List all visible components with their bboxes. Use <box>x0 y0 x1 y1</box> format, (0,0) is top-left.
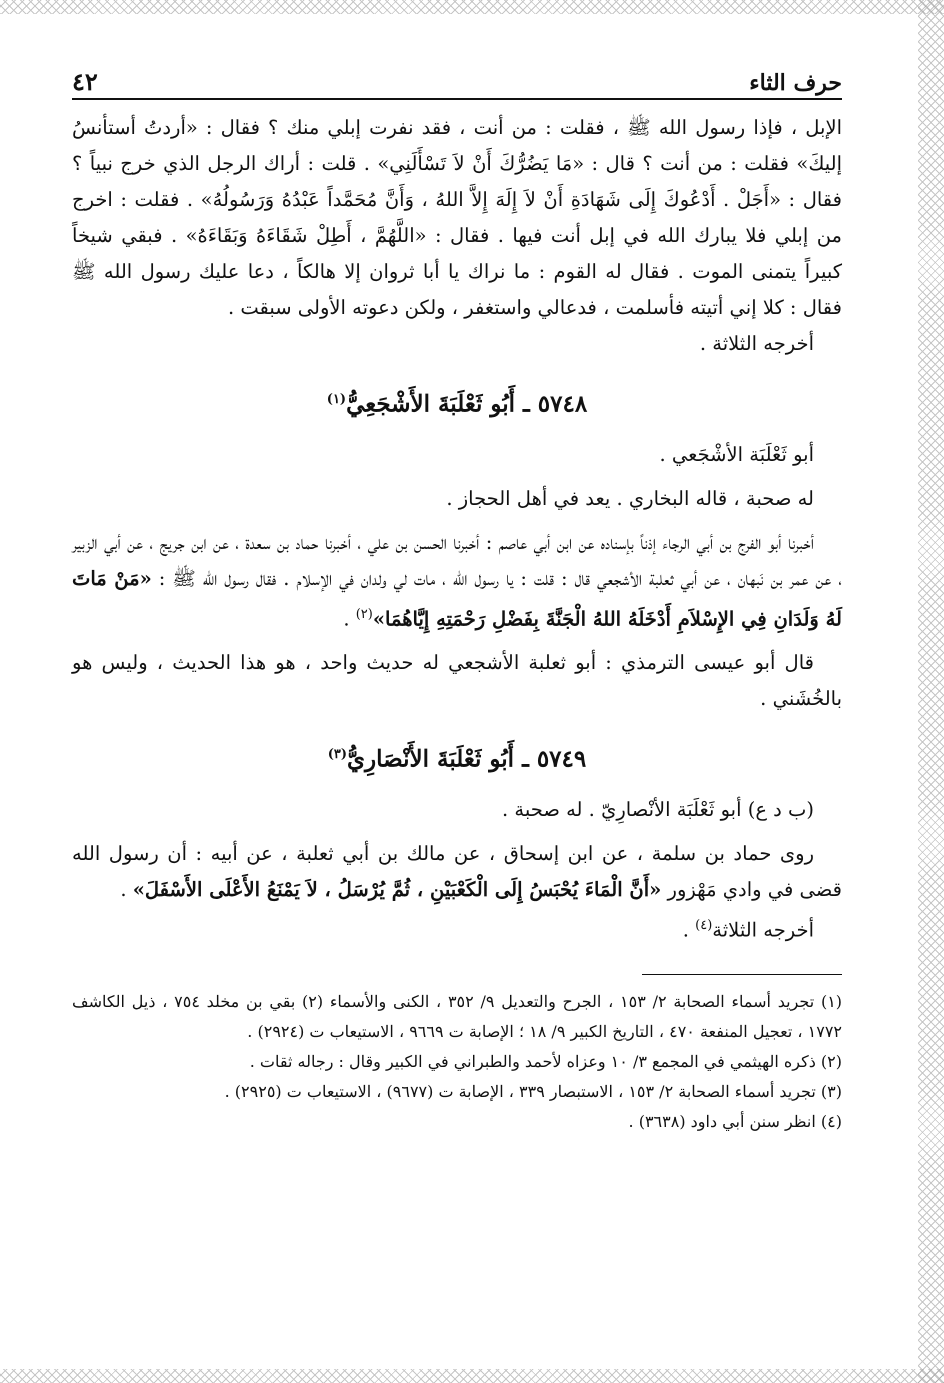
entry-heading-text: ٥٧٤٨ ـ أَبُو ثَعْلَبَةَ الأَشْجَعِيُّ <box>346 390 588 418</box>
attribution-line: أخرجه الثلاثة$^{(٤)}$ . <box>682 917 814 942</box>
continuation-paragraph: الإبل ، فإذا رسول الله ﷺ ، فقلت : من أنت ، فقد نفرت إبلي منك ؟ فقال : «أردتُ أستأنسُ إليكَ» فقلت : من أنت ؟ قال : «مَا يَضُرُّكَ أَنْ لاَ تَسْأَلَنِي» . قلت : أراك الرجل الذي خرج نبياً ؟ فقال : «أَجَلْ . أَدْعُوكَ إِلَى شَهَادَةِ أَنْ لاَ إِلَهَ إِلاَّ اللهُ ، وَأَنَّ مُحَمَّداً عَبْدُهُ وَرَسُولُهُ» . فقلت : اخرج من إبلي فلا يبارك الله في إبل أنت فيها . فقال : «اللَّهُمَّ ، أَطِلْ شَقَاءَهُ وَبَقَاءَهُ» . فبقي شيخاً كبيراً يتمنى الموت . فقال له القوم : ما نراك يا أبا ثروان إلا هالكاً ، دعا عليك رسول الله ﷺ فقال : كلا إني أتيته فأسلمت ، فدعالي واستغفر ، ولكن دعوته الأولى سبقت . <box>72 116 842 319</box>
decorative-border-right <box>918 0 944 1383</box>
running-title: حرف الثاء <box>749 70 842 96</box>
footnote-4: (٤) انظر سنن أبي داود (٣٦٣٨) . <box>628 1112 842 1132</box>
isnad-text: روى حماد بن سلمة ، عن ابن إسحاق ، عن مالك بن أبي ثعلبة ، عن أبيه : أن رسول الله قضى في وادي مَهْزور <box>72 841 842 901</box>
entry-heading-5749 <box>72 735 842 780</box>
footnote-2: (٢) ذكره الهيثمي في المجمع ٣/ ١٠ وعزاه لأحمد والطبراني في الكبير وقال : رجاله ثقات . <box>249 1052 842 1072</box>
footnote-ref: (٤) <box>695 917 713 933</box>
footnotes <box>72 987 842 1137</box>
entry-name-line: أبو ثَعْلَبَة الأشْجَعي . <box>659 442 814 466</box>
entry-heading-text: ٥٧٤٩ ـ أَبُو ثَعْلَبَةَ الأَنْصَارِيُّ <box>347 745 587 773</box>
isnad-paragraph: روى حماد بن سلمة ، عن ابن إسحاق ، عن مالك بن أبي ثعلبة ، عن أبيه : أن رسول الله قضى في وادي مَهْزور «أَنَّ الْمَاءَ يُحْبَسُ إِلَى الْكَعْبَيْنِ ، ثُمَّ يُرْسَلُ ، لاَ يَمْنَعُ الأَعْلَى الأَسْفَلَ» . <box>72 841 842 901</box>
entry-note-line: له صحبة ، قاله البخاري . يعد في أهل الحجاز . <box>446 486 814 510</box>
attribution-line: أخرجه الثلاثة . <box>699 332 814 355</box>
book-page <box>72 56 842 1356</box>
page-header <box>72 56 842 100</box>
decorative-border-bottom <box>0 1369 944 1383</box>
closing-text: أخرجه الثلاثة <box>712 918 814 942</box>
tirmidhi-paragraph: قال أبو عيسى الترمذي : أبو ثعلبة الأشجعي له حديث واحد ، هو هذا الحديث ، وليس هو بالخُشَني . <box>72 651 842 711</box>
decorative-border-top <box>0 0 944 14</box>
hadith-text: «مَنْ مَاتَ لَهُ وَلَدَانِ فِي الإِسْلاَمِ أَدْخَلَهُ اللهُ الْجَنَّةَ بِفَضْلِ رَحْمَتِهِ إِيَّاهُمَا» <box>72 566 842 631</box>
footnote-3: (٣) تجريد أسماء الصحابة ٢/ ١٥٣ ، الاستبصار ٣٣٩ ، الإصابة ت (٩٦٧٧) ، الاستيعاب ت (٢٩٢٥) . <box>224 1082 842 1102</box>
hadith-text: «أَنَّ الْمَاءَ يُحْبَسُ إِلَى الْكَعْبَيْنِ ، ثُمَّ يُرْسَلُ ، لاَ يَمْنَعُ الأَعْلَى الأَسْفَلَ» <box>132 877 662 901</box>
footnote-divider <box>642 974 842 975</box>
footnote-ref: (١) <box>326 392 347 407</box>
page-number: ٤٢ <box>72 67 98 96</box>
footnote-1: (١) تجريد أسماء الصحابة ٢/ ١٥٣ ، الجرح والتعديل ٩/ ٣٥٢ ، الكنى والأسماء (٢) بقي بن مخلد ٧٥٤ ، ذيل الكاشف ١٧٧٢ ، تعجيل المنفعة ٤٧٠ ، التاريخ الكبير ٩/ ١٨ ؛ الإصابة ت ٩٦٦٩ ، الاستيعاب ت (٢٩٢٤) . <box>72 992 843 1042</box>
page-body <box>72 110 842 1137</box>
entry-heading-5748 <box>72 380 842 425</box>
isnad-paragraph: أخبرنا أبو الفرج بن أبي الرجاء إذناً بإسناده عن ابن أبي عاصم : أخبرنا الحسن بن علي ، أخبرنا حماد بن سعدة ، عن ابن جريج ، عن أبي الزبير ، عن عمر بن نَبهان ، عن أبي ثعلبة الأشجعي قال : قلت : يا رسول الله ، مات لي ولدان في الإسلام . فقال رسول الله ﷺ : «مَنْ مَاتَ لَهُ وَلَدَانِ فِي الإِسْلاَمِ أَدْخَلَهُ اللهُ الْجَنَّةَ بِفَضْلِ رَحْمَتِهِ إِيَّاهُمَا»$^{(٢)}$ . <box>72 530 842 631</box>
entry-name-line: (ب د ع) أبو ثَعْلَبَة الأنْصارِيّ . له صحبة . <box>502 797 814 821</box>
isnad-text: أخبرنا أبو الفرج بن أبي الرجاء إذناً بإسناده عن ابن أبي عاصم : أخبرنا الحسن بن علي ، أخبرنا حماد بن سعدة ، عن ابن جريج ، عن أبي الزبير ، عن عمر بن نَبهان ، عن أبي ثعلبة الأشجعي قال : قلت : يا رسول الله ، مات لي ولدان في الإسلام . فقال رسول الله ﷺ : <box>72 530 842 590</box>
footnote-ref: (٣) <box>327 747 348 763</box>
footnote-ref: (٢) <box>355 606 373 622</box>
